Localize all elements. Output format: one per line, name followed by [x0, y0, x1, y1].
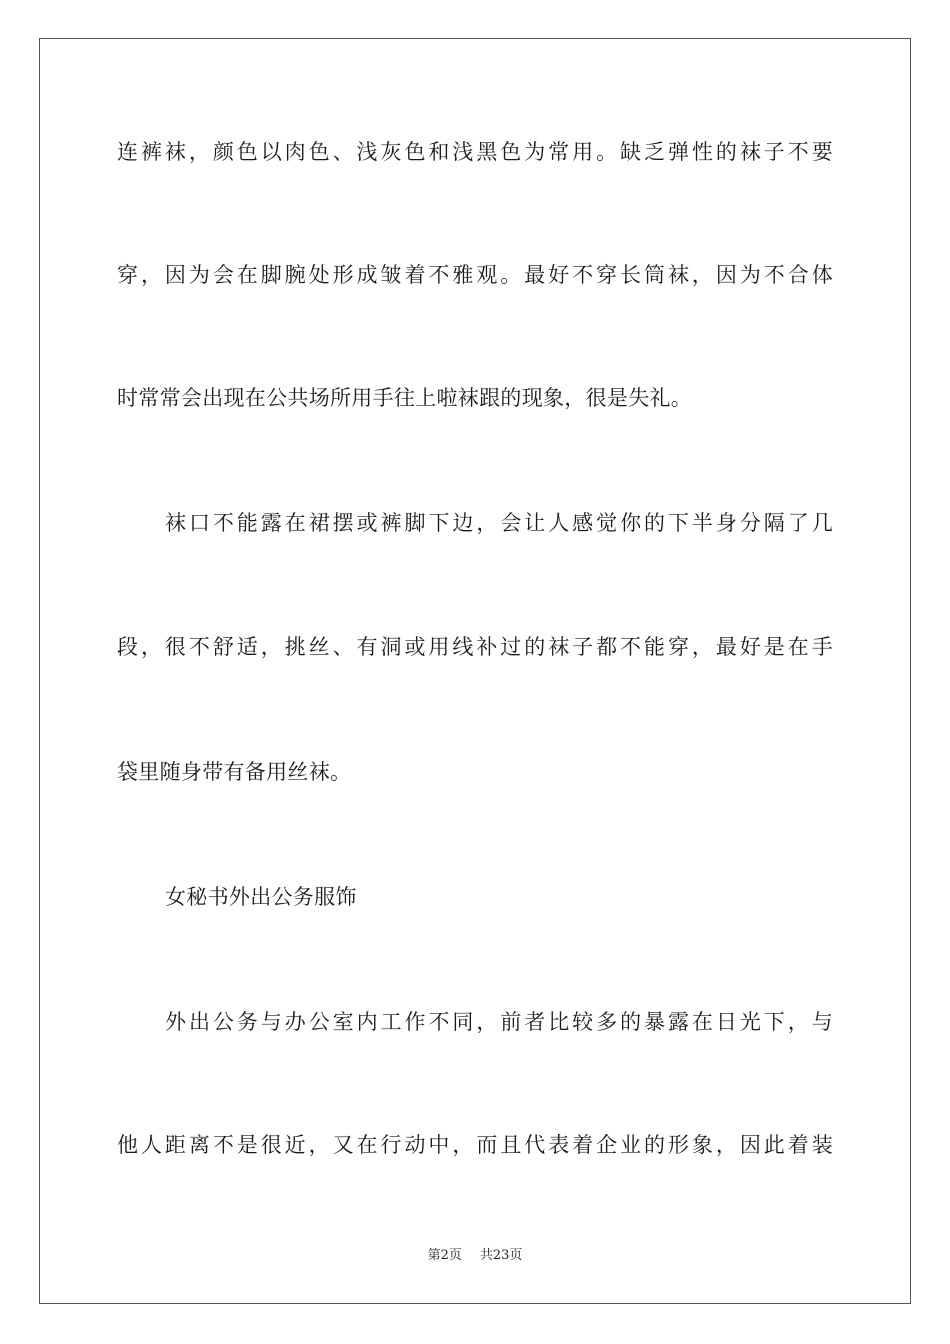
- text-line-6: 袋里随身带有备用丝袜。: [117, 760, 352, 784]
- text-line-9: 他人距离不是很近，又在行动中，而且代表着企业的形象，因此着装: [117, 1133, 833, 1157]
- text-line-1: 连裤袜，颜色以肉色、浅灰色和浅黑色为常用。缺乏弹性的袜子不要: [117, 140, 833, 164]
- page-number: 第2页: [427, 1248, 462, 1263]
- text-line-4: 袜口不能露在裙摆或裤脚下边，会让人感觉你的下半身分隔了几: [165, 511, 833, 535]
- text-line-2: 穿，因为会在脚腕处形成皱着不雅观。最好不穿长筒袜，因为不合体: [117, 263, 833, 287]
- page-total: 共23页: [479, 1248, 523, 1263]
- section-heading: 女秘书外出公务服饰: [165, 885, 357, 909]
- page-border: [39, 38, 911, 1304]
- page-footer: [0, 1247, 950, 1265]
- text-line-8: 外出公务与办公室内工作不同，前者比较多的暴露在日光下，与: [165, 1010, 833, 1034]
- text-line-5: 段，很不舒适，挑丝、有洞或用线补过的袜子都不能穿，最好是在手: [117, 635, 833, 659]
- text-line-3: 时常常会出现在公共场所用手往上啦袜跟的现象，很是失礼。: [117, 386, 693, 410]
